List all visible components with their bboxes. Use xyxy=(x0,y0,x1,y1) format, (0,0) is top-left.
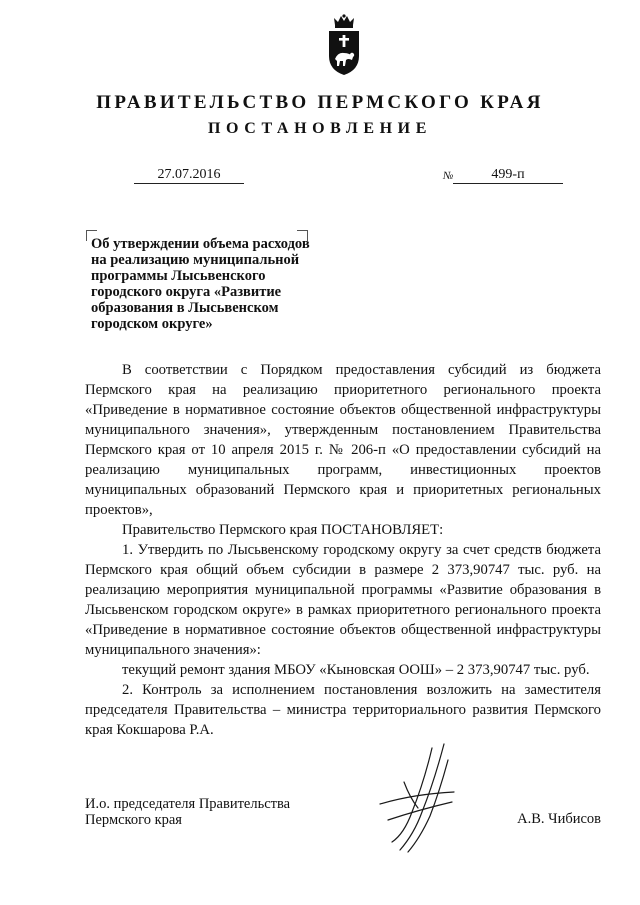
document-subject: Об утверждении объема расходов на реализацию муниципальной программы Лысьвенского городского округа «Развитие образования в Лысьвенском городском округе» xyxy=(91,236,310,332)
signatory-position-line-2: Пермского края xyxy=(85,812,182,828)
document-number: 499-п xyxy=(453,166,563,184)
signature-icon xyxy=(374,742,464,854)
government-title: ПРАВИТЕЛЬСТВО ПЕРМСКОГО КРАЯ xyxy=(96,92,544,113)
preamble-paragraph: В соответствии с Порядком предоставления субсидий из бюджета Пермского края на реализацию приоритетного регионального проекта «Приведение в нормативное состояние объектов общественной инфраструктуры муниципального значения», утвержденным постановлением Правительства Пермского края от 10 апреля 2015 г. № 206-п «О предоставлении субсидий на реализацию муниципальных программ, инвестиционных проектов муниципальных образований Пермского края и приоритетных региональных проектов», xyxy=(85,362,601,518)
coat-of-arms-icon xyxy=(326,14,362,76)
number-sign: № xyxy=(443,170,454,182)
document-date: 27.07.2016 xyxy=(134,166,244,184)
clause-1-paragraph: 1. Утвердить по Лысьвенскому городскому округу за счет средств бюджета Пермского края общий объем субсидии в размере 2 373,90747 тыс. руб. на реализацию мероприятия муниципальной программы «Развитие образования в Лысьвенском городском округе» в рамках приоритетного регионального проекта «Приведение в нормативное состояние объектов общественной инфраструктуры муниципального значения»: xyxy=(85,542,601,658)
clause-2-paragraph: 2. Контроль за исполнением постановления возложить на заместителя председателя Правительства – министра территориального развития Пермского края Кокшарова Р.А. xyxy=(85,682,601,738)
document-body xyxy=(85,360,601,740)
clause-1-item-paragraph: текущий ремонт здания МБОУ «Кыновская ООШ» – 2 373,90747 тыс. руб. xyxy=(122,662,590,678)
document-type: ПОСТАНОВЛЕНИЕ xyxy=(208,120,432,137)
signatory-name: А.В. Чибисов xyxy=(517,811,601,827)
signatory-position xyxy=(85,796,290,828)
signatory-position-line-1: И.о. председателя Правительства xyxy=(85,796,291,812)
resolution-paragraph: Правительство Пермского края ПОСТАНОВЛЯЕТ: xyxy=(122,522,444,538)
